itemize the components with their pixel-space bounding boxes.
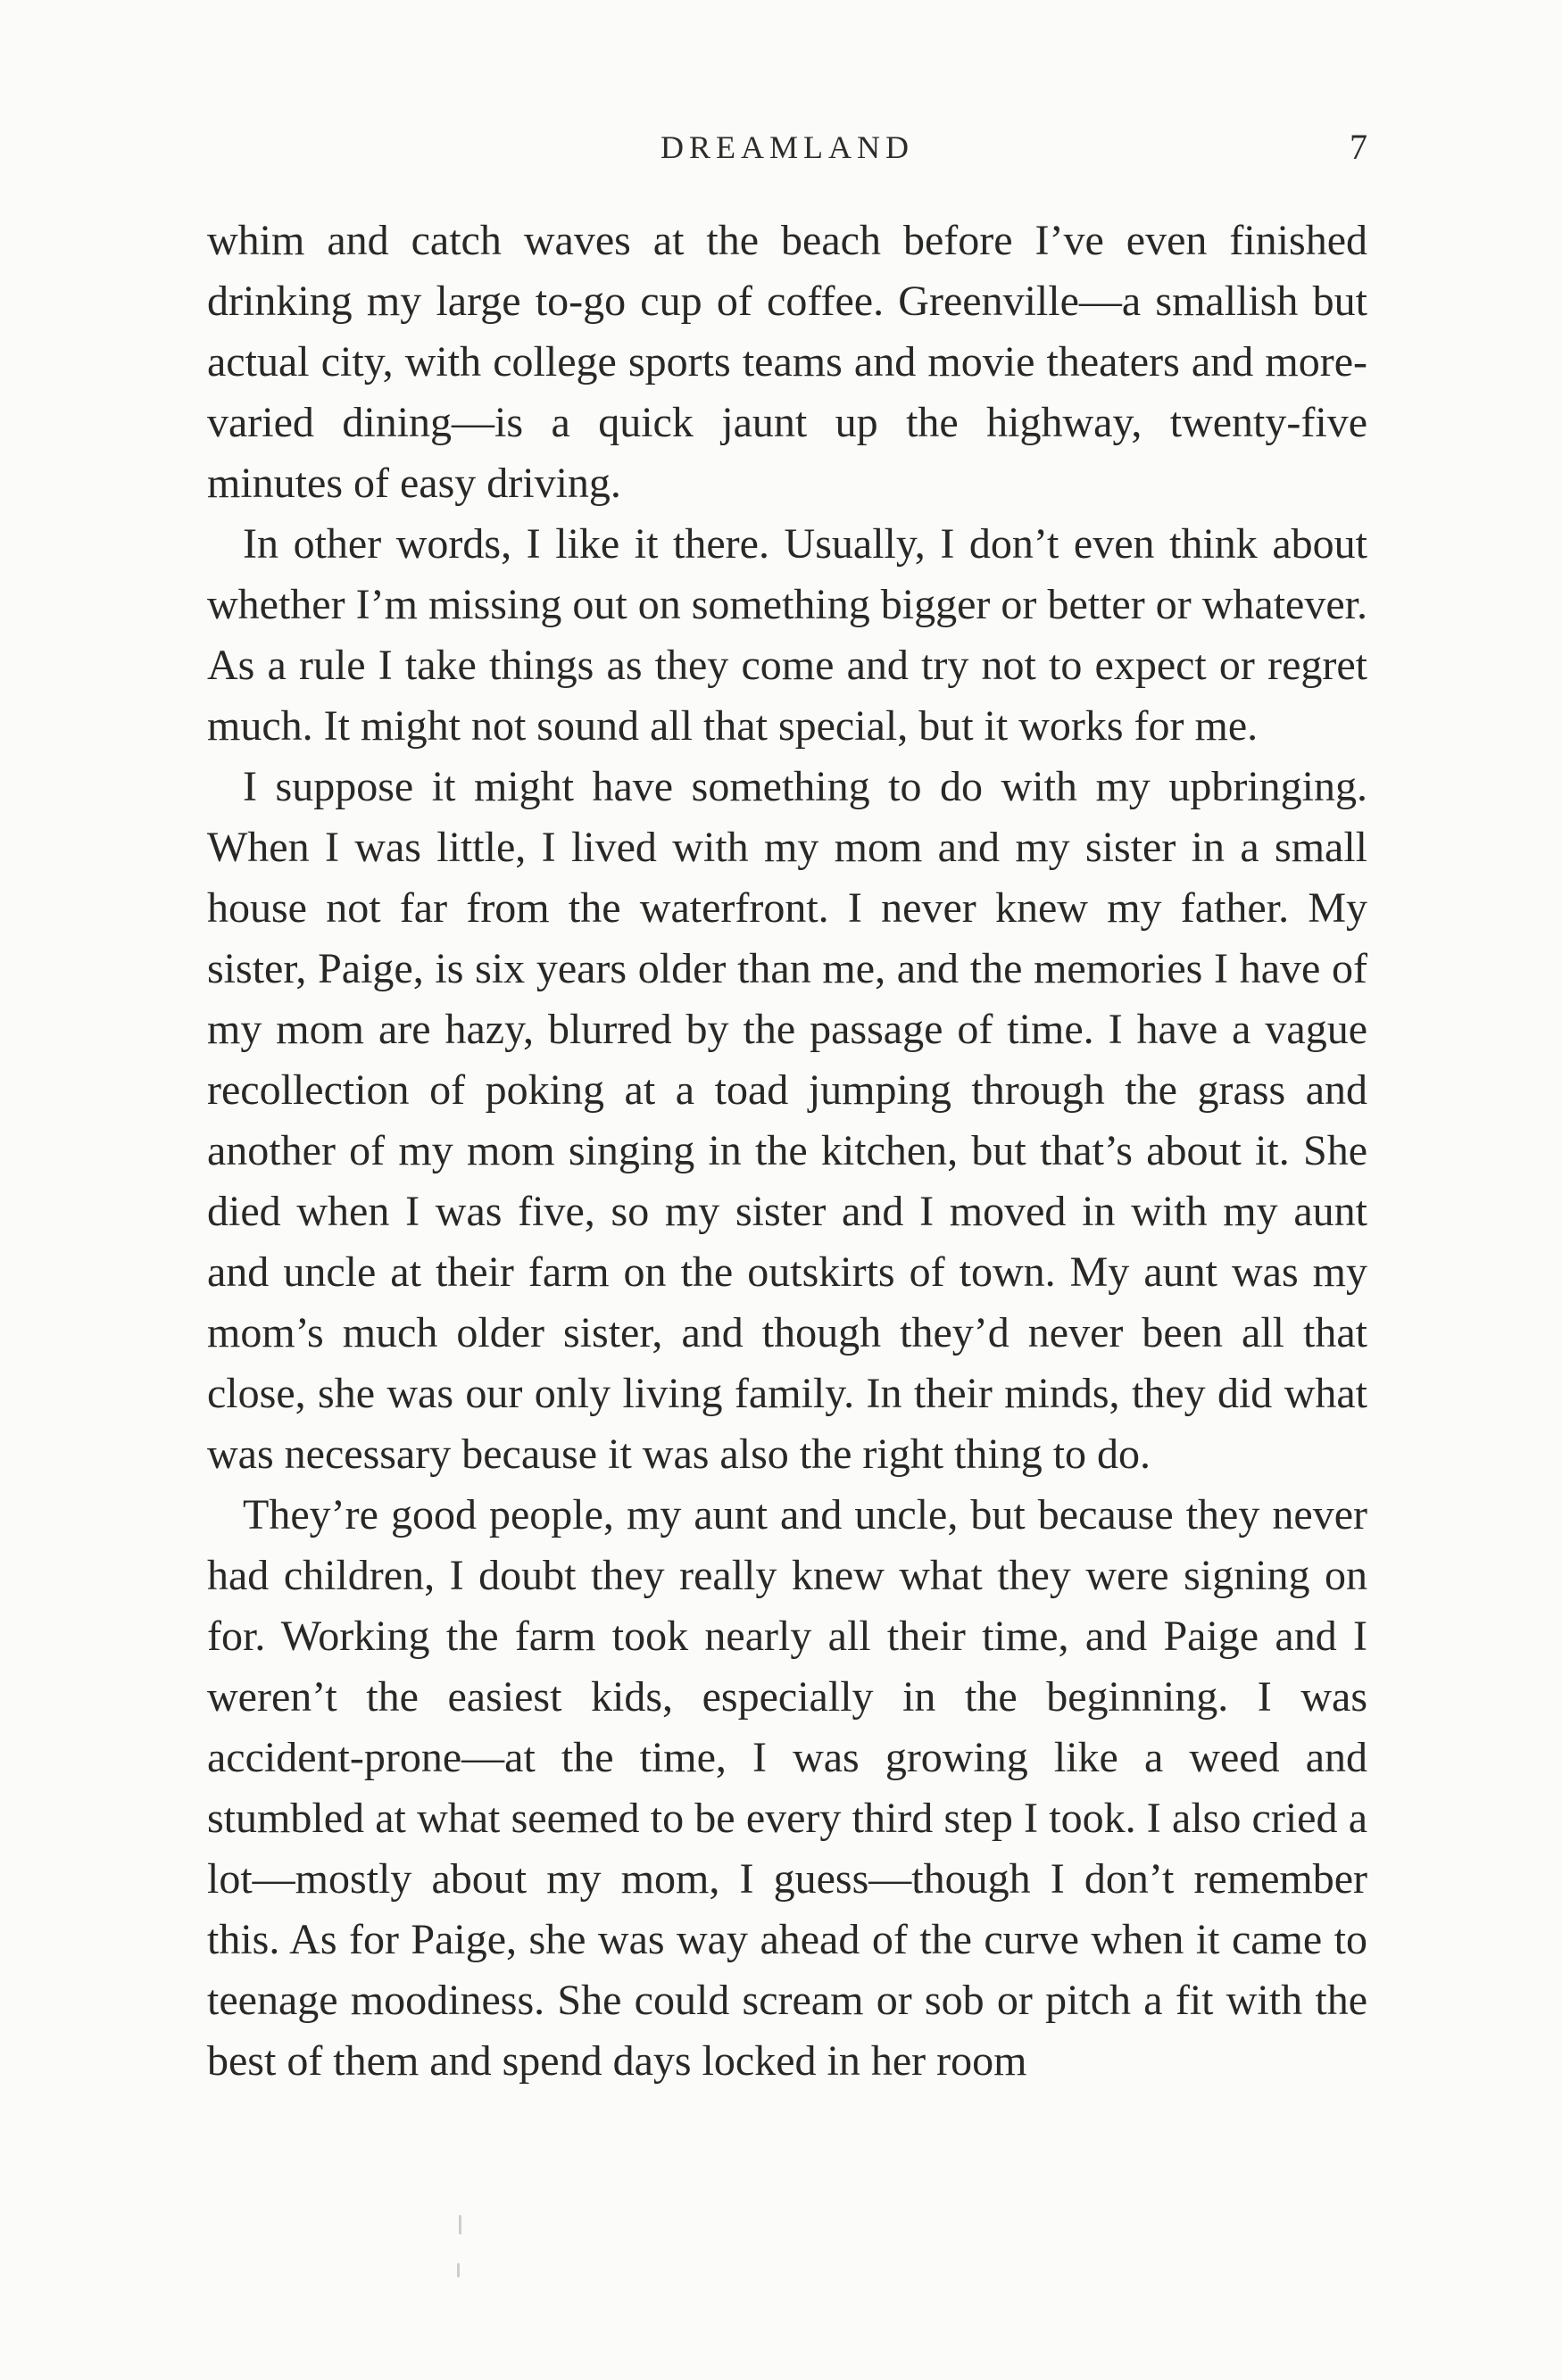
scan-speck xyxy=(459,2215,461,2235)
running-title: DREAMLAND xyxy=(661,129,914,165)
running-head xyxy=(207,125,1367,170)
paragraph: They’re good people, my aunt and uncle, but because they never had children, I doubt they really knew what they were signing on for. Working the farm took nearly all their time, and Paige and I weren’t the easiest kids, especially in the beginning. I was accident-prone—at the time, I was growing like a weed and stumbled at what seemed to be every third step I took. I also cried a lot—mostly about my mom, I guess—though I don’t remember this. As for Paige, she was way ahead of the curve when it came to teenage moodiness. She could scream or sob or pitch a fit with the best of them and spend days locked in her room xyxy=(207,1491,1367,2085)
scan-speck xyxy=(457,2263,460,2277)
body-text xyxy=(207,211,1367,2092)
paragraph: In other words, I like it there. Usually, I don’t even think about whether I’m missing out on something bigger or better or whatever. As a rule I take things as they come and try not to expect or regret much. It might not sound all that special, but it works for me. xyxy=(207,520,1367,750)
paragraph-continued: whim and catch waves at the beach before I’ve even finished drinking my large to-go cup of coffee. Greenville—a smallish but actual city, with college sports teams and movie theaters and more-varied dining—is a quick jaunt up the highway, twenty-five minutes of easy driving. xyxy=(207,217,1367,507)
paragraph: I suppose it might have something to do with my upbringing. When I was little, I lived with my mom and my sister in a small house not far from the waterfront. I never knew my father. My sister, Paige, is six years older than me, and the memories I have of my mom are hazy, blurred by the passage of time. I have a vague recollection of poking at a toad jumping through the grass and another of my mom singing in the kitchen, but that’s about it. She died when I was five, so my sister and I moved in with my aunt and uncle at their farm on the outskirts of town. My aunt was my mom’s much older sister, and though they’d never been all that close, she was our only living family. In their minds, they did what was necessary because it was also the right thing to do. xyxy=(207,763,1367,1478)
page-number: 7 xyxy=(1350,127,1367,167)
